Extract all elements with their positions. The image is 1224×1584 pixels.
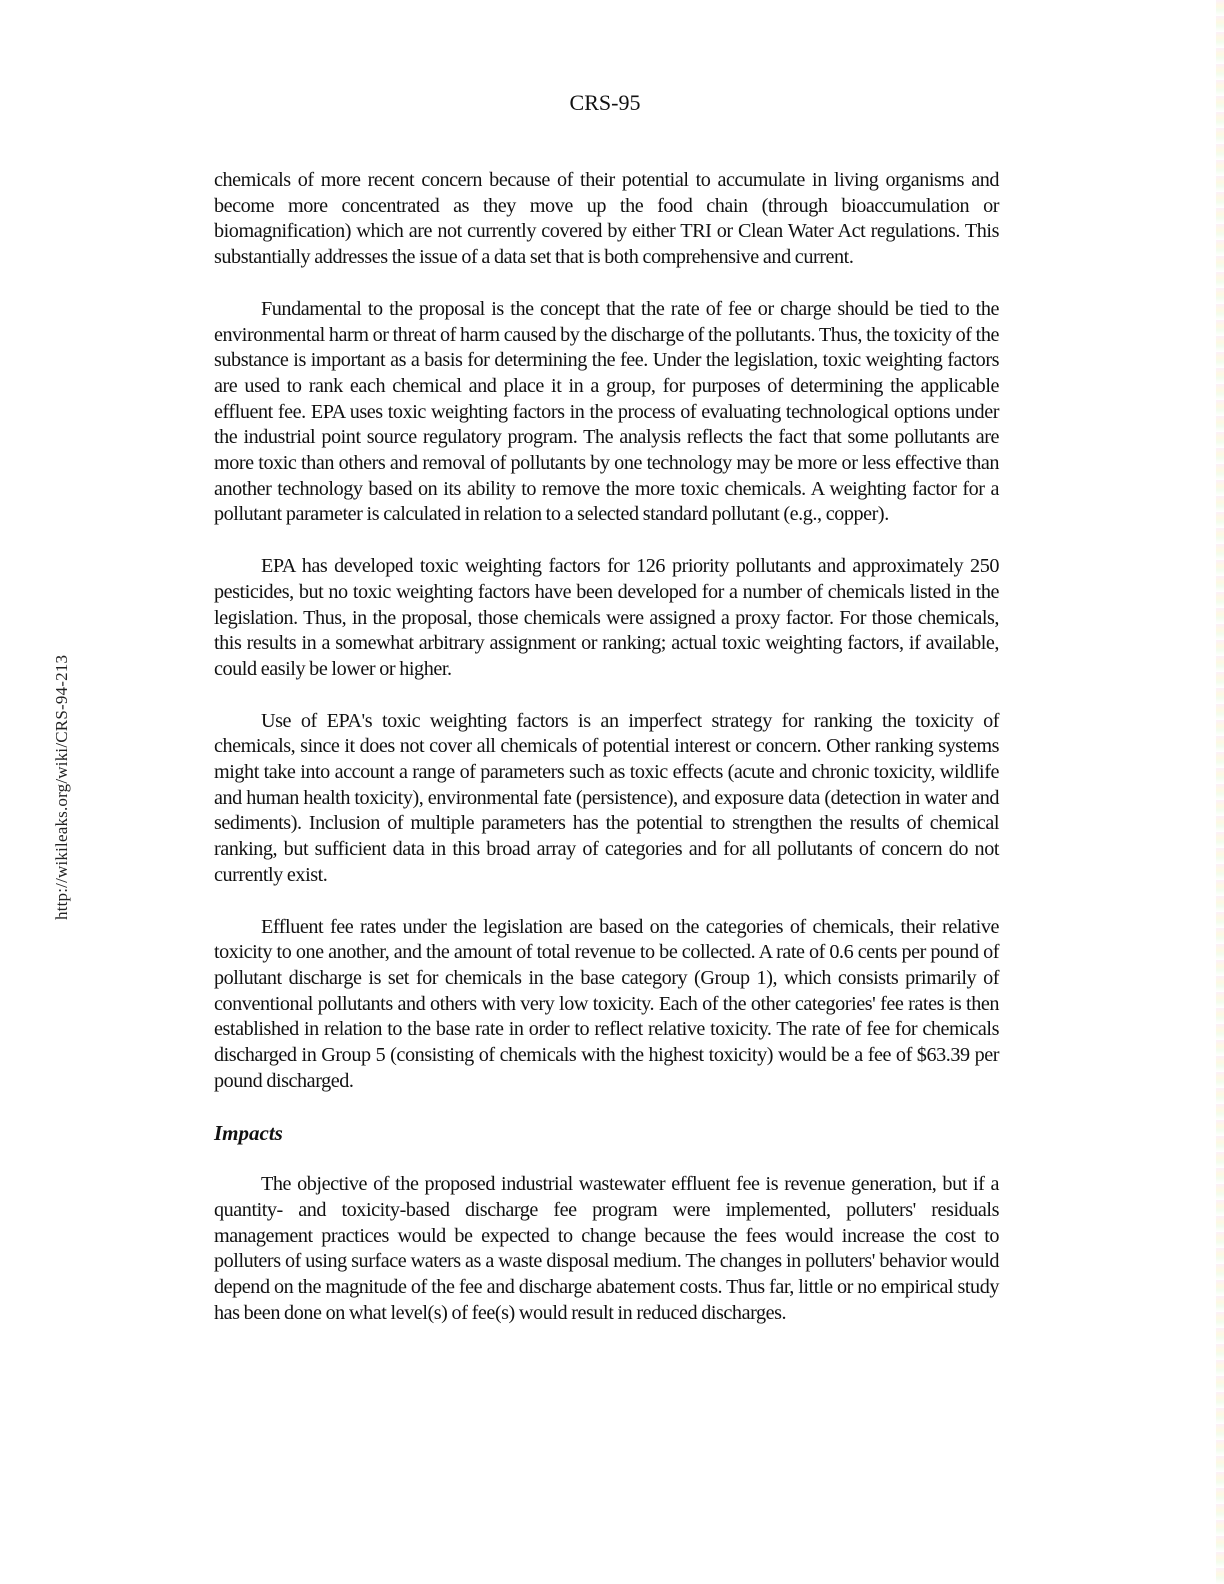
section-heading-impacts: Impacts [214,1120,283,1145]
paragraph-fee-rates: Effluent fee rates under the legislation are based on the categories of chemicals, their relative toxicity to one another, and the amount of total revenue to be collected. A rate of 0.6 cents per pound of pollutant discharge is set for chemicals in the base category (Group 1), which consists primarily of conventional pollutants and others with very low toxicity. Each of the other categories' fee rates is then established in relation to the base rate in order to reflect relative toxicity. The rate of fee for chemicals discharged in Group 5 (consisting of chemicals with the highest toxicity) would be a fee of $63.39 per pound discharged. [214,915,999,1092]
paragraph-impacts: The objective of the proposed industrial wastewater effluent fee is revenue generation, but if a quantity- and toxicity-based discharge fee program were implemented, polluters' residuals management practices would be expected to change because the fees would increase the cost to polluters of using surface waters as a waste disposal medium. The changes in polluters' behavior would depend on the magnitude of the fee and discharge abatement costs. Thus far, little or no empirical study has been done on what level(s) of fee(s) would result in reduced discharges. [214,1173,999,1324]
side-watermark-url: http://wikileaks.org/wiki/CRS-94-213 [52,654,71,920]
paragraph-fundamental: Fundamental to the proposal is the concept that the rate of fee or charge should be tied to the environmental harm or threat of harm caused by the discharge of the pollutants. Thus, the toxicity of the substance is important as a basis for determining the fee. Under the legislation, toxic weighting factors are used to rank each chemical and place it in a group, for purposes of determining the applicable effluent fee. EPA uses toxic weighting factors in the process of evaluating technological options under the industrial point source regulatory program. The analysis reflects the fact that some pollutants are more toxic than others and removal of pollutants by one technology may be more or less effective than another technology based on its ability to remove the more toxic chemicals. A weighting factor for a pollutant parameter is calculated in relation to a selected standard pollutant (e.g., copper). [214,297,999,526]
page-number-header: CRS-95 [569,90,641,115]
paragraph-continuation: chemicals of more recent concern because of their potential to accumulate in living organisms and become more concentrated as they move up the food chain (through bioaccumulation or biomagnification) which are not currently covered by either TRI or Clean Water Act regulations. This substantially addresses the issue of a data set that is both comprehensive and current. [214,169,999,269]
scan-edge-artifact [1216,0,1224,1584]
document-body [214,168,999,1352]
paragraph-imperfect-strategy: Use of EPA's toxic weighting factors is an imperfect strategy for ranking the toxicity of chemicals, since it does not cover all chemicals of potential interest or concern. Other ranking systems might take into account a range of parameters such as toxic effects (acute and chronic toxicity, wildlife and human health toxicity), environmental fate (persistence), and exposure data (detection in water and sediments). Inclusion of multiple parameters has the potential to strengthen the results of chemical ranking, but sufficient data in this broad array of categories and for all pollutants of concern do not currently exist. [214,709,999,886]
paragraph-epa-factors: EPA has developed toxic weighting factors for 126 priority pollutants and approximately 250 pesticides, but no toxic weighting factors have been developed for a number of chemicals listed in the legislation. Thus, in the proposal, those chemicals were assigned a proxy factor. For those chemicals, this results in a somewhat arbitrary assignment or ranking; actual toxic weighting factors, if available, could easily be lower or higher. [214,555,999,680]
